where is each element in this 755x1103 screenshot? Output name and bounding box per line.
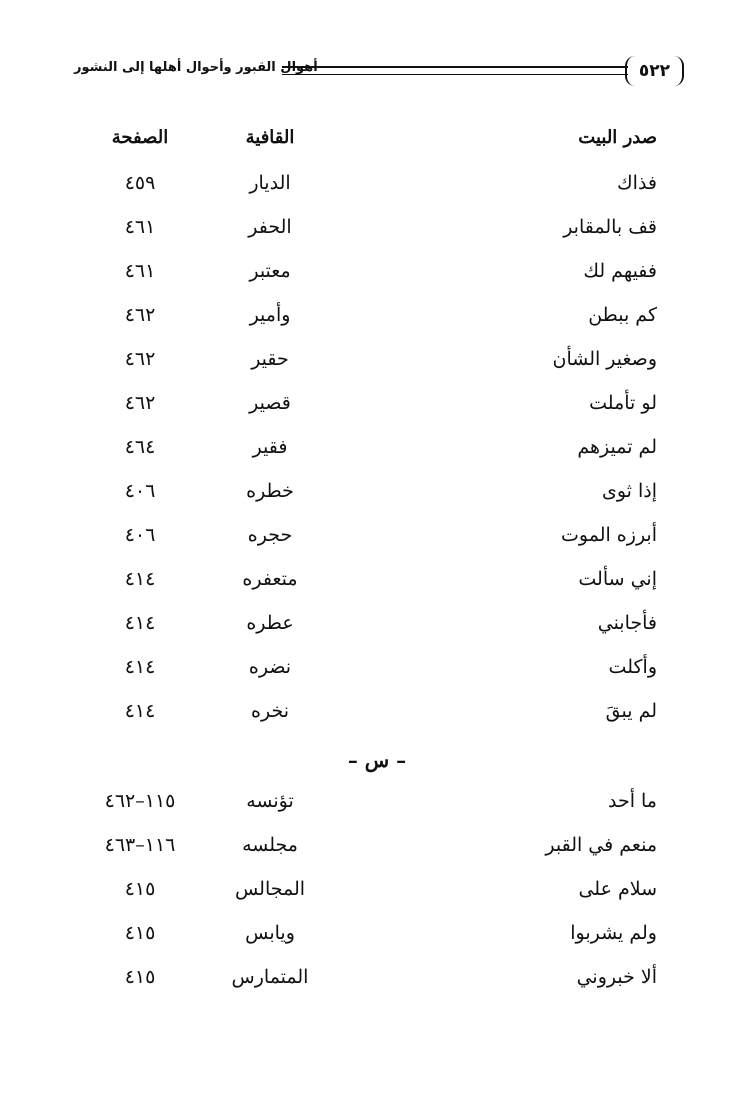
page-ref: ٤١٤	[124, 612, 156, 634]
table-row	[0, 605, 755, 641]
page-ref: ٤١٥	[124, 966, 156, 988]
table-row	[0, 561, 755, 597]
verse-start: فأجابني	[597, 612, 657, 634]
running-header	[74, 56, 684, 90]
rhyme: نخره	[251, 700, 289, 722]
verse-start: وصغير الشأن	[552, 348, 657, 370]
table-row	[0, 165, 755, 201]
table-row	[0, 341, 755, 377]
header-rule	[282, 66, 628, 75]
page-ref: ٤٦٢	[124, 348, 156, 370]
rhyme: تؤنسه	[246, 790, 294, 812]
page-ref: ٤٠٦	[124, 480, 156, 502]
verse-start: لم يبقَ	[605, 700, 657, 722]
table-row	[0, 429, 755, 465]
table-row	[0, 209, 755, 245]
verse-start: كم ببطن	[588, 304, 657, 326]
verse-start: ففيهم لك	[583, 260, 657, 282]
verse-start: قف بالمقابر	[563, 216, 657, 238]
verse-start: لم تميزهم	[577, 436, 657, 458]
table-row	[0, 385, 755, 421]
column-header-rhyme: القافية	[245, 127, 295, 148]
verse-start: وأكلت	[608, 656, 657, 678]
page-ref: ١١٥–٤٦٢	[104, 790, 176, 812]
page-ref: ٤١٤	[124, 700, 156, 722]
page-ref: ٤١٤	[124, 568, 156, 590]
page-ref: ٤١٤	[124, 656, 156, 678]
verse-start: أبرزه الموت	[561, 524, 657, 546]
page-ref: ٤٠٦	[124, 524, 156, 546]
page-ref: ٤٦٤	[124, 436, 156, 458]
rhyme: خطره	[246, 480, 294, 502]
rhyme: الحفر	[248, 216, 292, 238]
column-header-verse-start: صدر البيت	[578, 127, 657, 148]
page-ref: ٤٥٩	[124, 172, 156, 194]
verse-start: فذاك	[617, 172, 657, 194]
rhyme: مجلسه	[242, 834, 298, 856]
table-row	[0, 871, 755, 907]
page-ref: ٤٦٢	[124, 392, 156, 414]
rhyme: نضره	[248, 656, 292, 678]
table-row	[0, 915, 755, 951]
table-row	[0, 693, 755, 729]
table-row	[0, 783, 755, 819]
verse-start: إذا ثوى	[601, 480, 657, 502]
page-ref: ٤١٥	[124, 922, 156, 944]
verse-start: منعم في القبر	[545, 834, 657, 856]
table-row	[0, 473, 755, 509]
page-ref: ٤٦٢	[124, 304, 156, 326]
table-row	[0, 253, 755, 289]
page-ref: ١١٦–٤٦٣	[104, 834, 176, 856]
table-row	[0, 827, 755, 863]
column-header-page: الصفحة	[111, 127, 169, 148]
section-letter-heading: – س –	[347, 748, 407, 772]
table-row	[0, 649, 755, 685]
table-row	[0, 297, 755, 333]
rhyme: الديار	[249, 172, 291, 194]
rhyme: معتبر	[249, 260, 291, 282]
verse-start: سلام على	[578, 878, 657, 900]
rhyme: حقير	[251, 348, 289, 370]
rhyme: فقير	[252, 436, 288, 458]
table-row	[0, 517, 755, 553]
verse-start: ما أحد	[607, 790, 657, 812]
page-ref: ٤١٥	[124, 878, 156, 900]
rhyme: حجره	[247, 524, 293, 546]
rhyme: المتمارس	[231, 966, 309, 988]
verse-start: ألا خبروني	[576, 966, 657, 988]
column-header-row	[0, 120, 755, 156]
table-row	[0, 959, 755, 995]
page-ref: ٤٦١	[124, 260, 156, 282]
verse-start: إني سألت	[578, 568, 657, 590]
rhyme: عطره	[246, 612, 294, 634]
rhyme: وأمير	[249, 304, 291, 326]
rhyme: المجالس	[234, 878, 306, 900]
verse-start: ولم يشربوا	[570, 922, 657, 944]
page-number: ٥٢٢	[625, 56, 684, 86]
page-ref: ٤٦١	[124, 216, 156, 238]
rhyme: ويابس	[245, 922, 295, 944]
rhyme: قصير	[249, 392, 291, 414]
rhyme: متعفره	[242, 568, 298, 590]
book-title: أهوال القبور وأحوال أهلها إلى النشور	[74, 60, 318, 75]
verse-start: لو تأملت	[589, 392, 657, 414]
